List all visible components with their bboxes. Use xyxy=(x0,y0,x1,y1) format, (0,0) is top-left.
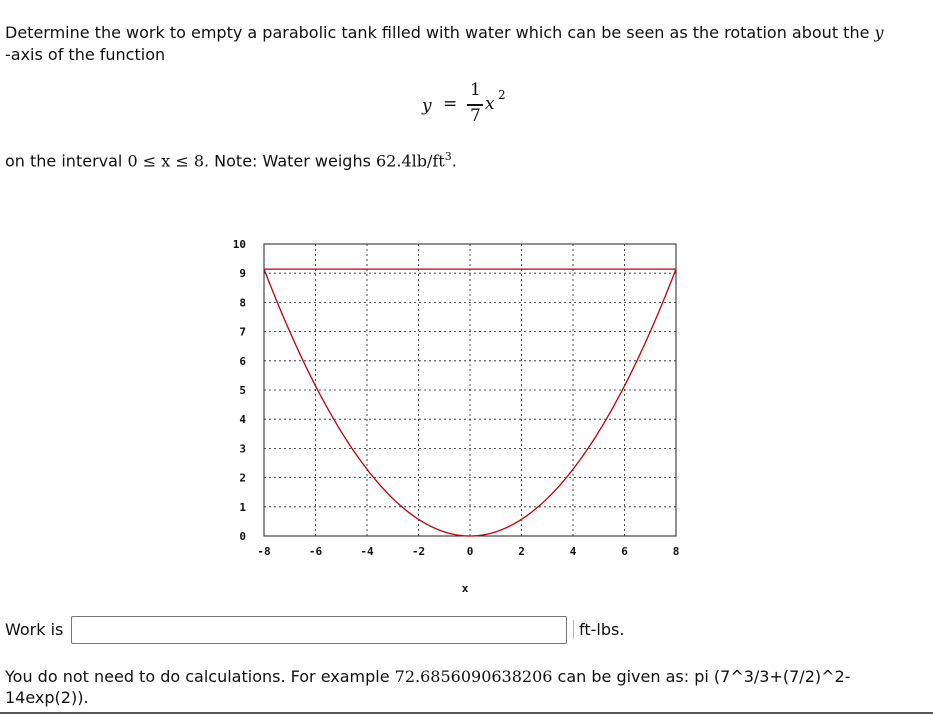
function-formula xyxy=(422,80,542,132)
interval-math: 0 ≤ x ≤ 8 xyxy=(127,151,204,171)
interval-prefix: on the interval xyxy=(5,151,128,171)
unit-label: ft-lbs. xyxy=(573,620,624,639)
problem-text: Determine the work to empty a parabolic tank filled with water which can be seen as the rotation about the xyxy=(5,23,875,42)
problem-text-tail: -axis of the function xyxy=(5,45,166,64)
weight-exponent: 3 xyxy=(444,150,452,163)
grid xyxy=(264,244,676,536)
interval-statement xyxy=(5,146,457,172)
y-tick-label: 7 xyxy=(239,325,246,339)
y-variable: y xyxy=(874,23,884,42)
hint-prefix: You do not need to do calculations. For example xyxy=(5,667,395,686)
x-tick-label: -4 xyxy=(360,545,374,558)
formula-lhs: y xyxy=(422,96,432,116)
tick-labels xyxy=(233,238,680,558)
problem-statement xyxy=(5,22,930,66)
formula-denominator: 7 xyxy=(470,106,481,126)
x-tick-label: -2 xyxy=(411,545,426,558)
formula-variable: x xyxy=(485,94,495,114)
x-axis-label: x xyxy=(461,582,469,595)
x-tick-label: 0 xyxy=(466,545,474,558)
bottom-divider xyxy=(0,712,933,714)
y-tick-label: 1 xyxy=(239,500,246,514)
x-tick-label: 4 xyxy=(569,545,577,558)
x-tick-label: -8 xyxy=(257,545,271,558)
x-tick-label: 8 xyxy=(672,545,680,558)
interval-end: . xyxy=(451,151,457,171)
work-label: Work is xyxy=(5,620,64,639)
y-tick-label: 5 xyxy=(239,384,246,397)
x-tick-label: 6 xyxy=(621,545,628,558)
work-answer-input[interactable] xyxy=(71,616,567,644)
y-tick-label: 0 xyxy=(239,530,246,543)
formula-numerator: 1 xyxy=(470,80,481,100)
y-tick-label: 6 xyxy=(239,354,246,368)
formula-equals: = xyxy=(443,94,458,114)
hint-text xyxy=(5,666,925,708)
water-weight: 62.4lb/ft xyxy=(376,151,445,171)
y-tick-label: 9 xyxy=(239,267,246,281)
y-tick-label: 10 xyxy=(232,238,246,251)
y-tick-label: 2 xyxy=(239,471,246,485)
hint-middle: can be given as: pi (7^3/3+(7/2)^2-14exp(2)). xyxy=(5,667,851,707)
y-tick-label: 4 xyxy=(239,413,246,427)
example-value: 72.6856090638206 xyxy=(394,667,553,686)
x-tick-label: 2 xyxy=(518,545,525,558)
y-tick-label: 3 xyxy=(239,442,246,456)
formula-exponent: 2 xyxy=(498,88,506,102)
x-tick-label: -6 xyxy=(308,545,323,558)
interval-mid: . Note: Water weighs xyxy=(204,151,376,171)
parabola-graph xyxy=(222,230,692,600)
y-tick-label: 8 xyxy=(239,296,246,310)
